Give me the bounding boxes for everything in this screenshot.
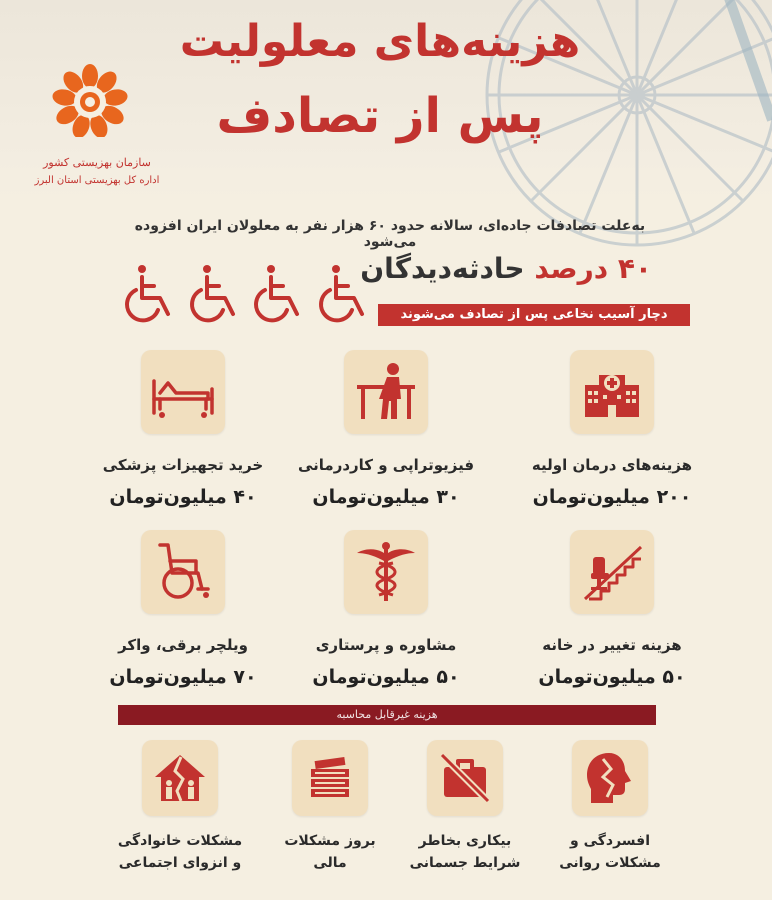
medical-bed-icon — [150, 359, 216, 425]
cost-value: ۲۰۰ میلیون‌تومان — [532, 486, 692, 508]
label-line-2: شرایط جسمانی — [409, 855, 521, 871]
label-line-1: افسردگی و — [570, 833, 650, 849]
stair-lift-icon — [579, 539, 645, 605]
label-line-2: مشکلات روانی — [559, 855, 661, 871]
logo-name-line-2: اداره کل بهزیستی استان البرز — [34, 175, 160, 186]
broken-house-icon — [151, 749, 209, 807]
cost-card-primary-treatment — [497, 350, 727, 508]
wheelchair-icon — [150, 539, 216, 605]
icon-box — [344, 530, 428, 614]
cost-label: ویلچر برقی، واکر — [118, 636, 248, 654]
money-stack-icon — [301, 749, 359, 807]
cost-value: ۷۰ میلیون‌تومان — [109, 666, 257, 688]
cost-label: هزینه‌های درمان اولیه — [531, 456, 693, 474]
stat-number: ۴۰ درصد — [534, 252, 652, 285]
icon-box — [292, 740, 368, 816]
cost-value: ۴۰ میلیون‌تومان — [109, 486, 257, 508]
cost-card-medical-equipment — [68, 350, 298, 508]
incalculable-family — [100, 740, 260, 874]
stat-headline — [352, 252, 652, 285]
cost-label: مشاوره و پرستاری — [315, 636, 457, 654]
cost-value: ۵۰ میلیون‌تومان — [538, 666, 686, 688]
label-line-1: بیکاری بخاطر — [418, 833, 512, 849]
stat-bar: دچار آسیب نخاعی پس از تصادف می‌شوند — [378, 304, 690, 326]
wheelchair-icon — [253, 262, 309, 326]
wheelchair-icon — [189, 262, 245, 326]
icon-box — [344, 350, 428, 434]
broken-head-icon — [581, 749, 639, 807]
physiotherapy-icon — [353, 359, 419, 425]
cost-value: ۳۰ میلیون‌تومان — [312, 486, 460, 508]
subtitle: به‌علت تصادفات جاده‌ای، سالانه حدود ۶۰ هزار نفر به معلولان ایران افزوده می‌شود — [134, 218, 646, 250]
cost-value: ۵۰ میلیون‌تومان — [312, 666, 460, 688]
cost-label: خرید تجهیزات پزشکی — [102, 456, 264, 474]
incalculable-depression — [530, 740, 690, 874]
icon-box — [141, 530, 225, 614]
incalculable-label — [530, 830, 690, 874]
logo-name-line-1: سازمان بهزیستی کشور — [43, 156, 151, 169]
cost-card-wheelchair — [68, 530, 298, 688]
behzisti-flower-logo — [40, 62, 140, 137]
no-briefcase-icon — [436, 749, 494, 807]
icon-box — [572, 740, 648, 816]
stat-subject: حادثه‌دیدگان — [360, 252, 525, 285]
wheelchair-icon — [124, 262, 180, 326]
label-line-1: بروز مشکلات — [284, 833, 376, 849]
incalculable-financial — [250, 740, 410, 874]
incalculable-bar: هزینه غیرقابل محاسبه — [118, 705, 656, 725]
icon-box — [570, 350, 654, 434]
hospital-icon — [579, 359, 645, 425]
label-line-2: و انزوای اجتماعی — [118, 855, 242, 871]
incalculable-label — [100, 830, 260, 874]
cost-card-home-modification — [497, 530, 727, 688]
wheelchair-icons-row — [124, 262, 374, 332]
label-line-1: مشکلات خانوادگی — [117, 833, 243, 849]
icon-box — [141, 350, 225, 434]
title-line-2: پس از تصادف — [216, 88, 544, 144]
cost-card-physiotherapy — [271, 350, 501, 508]
title-line-1: هزینه‌های معلولیت — [179, 16, 581, 67]
incalculable-label — [250, 830, 410, 874]
caduceus-icon — [353, 539, 419, 605]
cost-label: هزینه تغییر در خانه — [542, 636, 682, 654]
label-line-2: مالی — [313, 855, 347, 871]
cost-card-nursing — [271, 530, 501, 688]
icon-box — [570, 530, 654, 614]
cost-label: فیزیوتراپی و کاردرمانی — [297, 456, 475, 474]
icon-box — [142, 740, 218, 816]
icon-box — [427, 740, 503, 816]
